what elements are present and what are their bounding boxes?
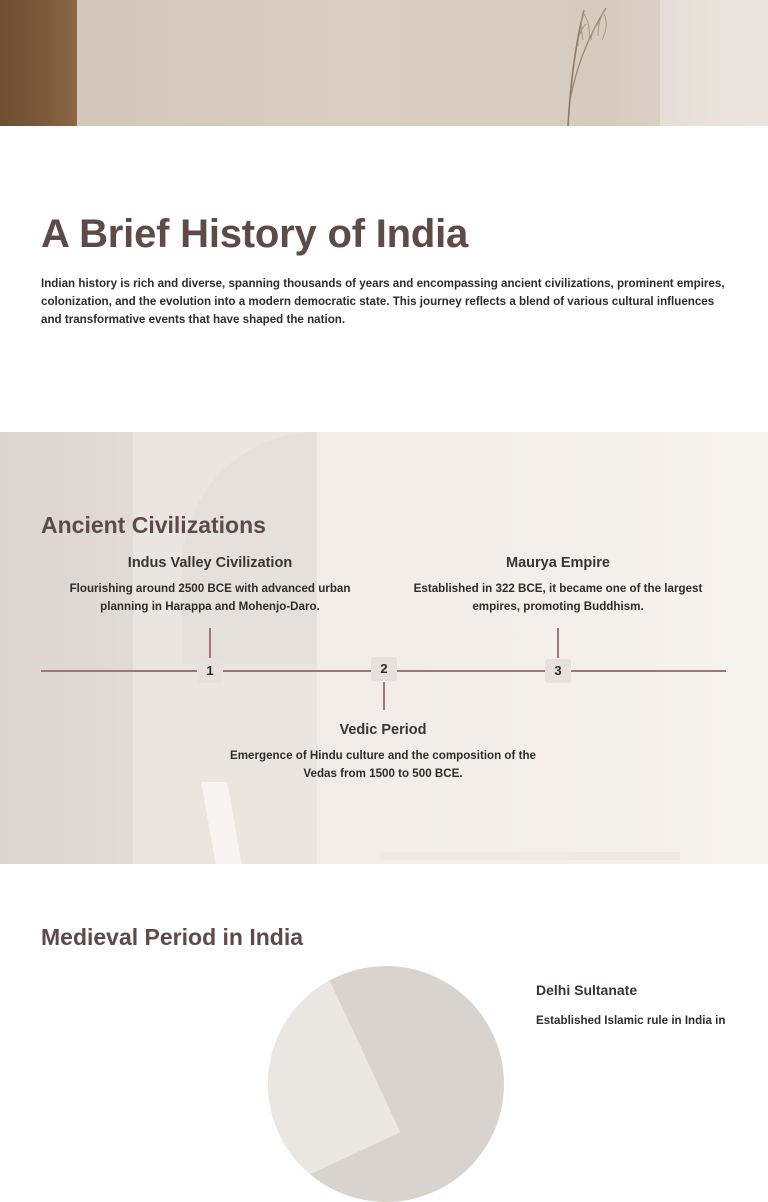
event-text-maurya: Established in 322 BCE, it became one of the largest empires, promoting Buddhism.: [413, 582, 703, 613]
event-text-vedic: Emergence of Hindu culture and the composition of the Vedas from 1500 to 500 BCE.: [230, 749, 536, 780]
ancient-section-background: [0, 432, 768, 864]
bg-arch-mask: [317, 432, 477, 672]
dried-grass-icon: [540, 0, 630, 126]
hero-wood-panel: [0, 0, 77, 126]
event-title-indus: Indus Valley Civilization: [127, 555, 293, 571]
timeline-marker-2: 2: [371, 657, 397, 681]
event-title-maurya: Maurya Empire: [506, 555, 610, 571]
hero-wall-panel: [660, 0, 768, 126]
event-title-vedic: Vedic Period: [339, 722, 427, 738]
bg-panel-left: [0, 432, 133, 864]
hero-banner: [0, 0, 768, 126]
timeline-tick: [209, 628, 211, 658]
page-title: A Brief History of India: [41, 212, 469, 256]
medieval-decorative-circle: [268, 966, 504, 1202]
timeline-tick: [383, 682, 385, 710]
intro-paragraph: Indian history is rich and diverse, spanning thousands of years and encompassing ancient civilizations, prominent empires, colonization, and the evolution into a modern democratic state. This journey reflects a blend of various cultural influences and transformative events that have shaped the nation.: [41, 277, 725, 327]
event-text-delhi-sultanate: Established Islamic rule in India in: [536, 1014, 726, 1027]
timeline-marker-1: 1: [197, 659, 223, 683]
event-title-delhi-sultanate: Delhi Sultanate: [536, 982, 638, 998]
timeline-tick: [557, 628, 559, 658]
bg-shelf: [380, 852, 680, 860]
event-text-indus: Flourishing around 2500 BCE with advanced urban planning in Harappa and Mohenjo-Daro.: [69, 582, 351, 613]
medieval-section-title: Medieval Period in India: [41, 924, 304, 950]
ancient-section-title: Ancient Civilizations: [41, 512, 266, 538]
timeline-marker-3: 3: [545, 659, 571, 683]
medieval-circle-wedge: [268, 969, 400, 1183]
